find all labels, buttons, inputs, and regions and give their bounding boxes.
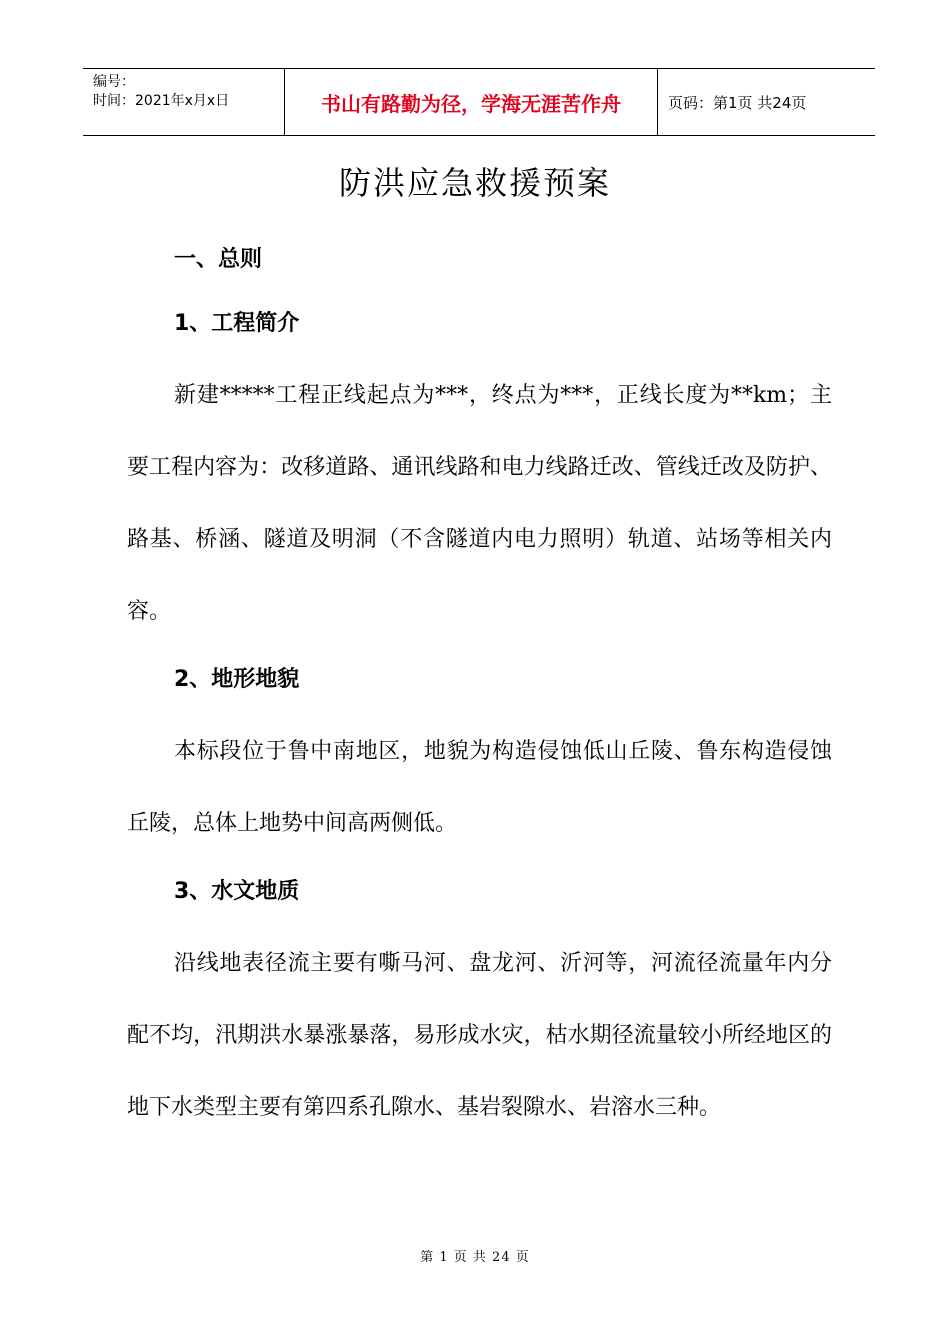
document-title: 防洪应急救援预案	[338, 164, 611, 202]
document-header	[83, 68, 875, 136]
header-meta	[83, 69, 285, 135]
header-motto: 书山有路勤为径，学海无涯苦作舟	[285, 69, 658, 135]
paragraph-hydrogeology: 沿线地表径流主要有嘶马河、盘龙河、沂河等，河流径流量年内分配不均，汛期洪水暴涨暴落，易形成水灾，枯水期径流量较小所经地区的地下水类型主要有第四系孔隙水、基岩裂隙水、岩溶水三种。	[127, 951, 832, 1120]
number-label: 编号：	[93, 74, 135, 90]
header-page-info: 页码：第1页 共24页	[668, 93, 807, 112]
section-heading-project-intro: 1、工程简介	[174, 311, 300, 336]
paragraph-project-intro: 新建*****工程正线起点为***，终点为***，正线长度为**km；主要工程内容为：改移道路、通讯线路和电力线路迁改、管线迁改及防护、路基、桥涵、隧道及明洞（不含隧道内电力照明）轨道、站场等相关内容。	[127, 383, 832, 624]
section-heading-topography: 2、地形地貌	[174, 667, 300, 692]
document-body	[127, 232, 832, 1148]
page-footer: 第 1 页 共 24 页	[420, 1250, 530, 1265]
section-heading-general: 一、总则	[174, 247, 263, 272]
section-heading-hydrogeology: 3、水文地质	[174, 879, 300, 904]
paragraph-topography: 本标段位于鲁中南地区，地貌为构造侵蚀低山丘陵、鲁东构造侵蚀丘陵，总体上地势中间高两侧低。	[127, 739, 832, 836]
time-label: 时间：2021年x月x日	[93, 93, 230, 109]
